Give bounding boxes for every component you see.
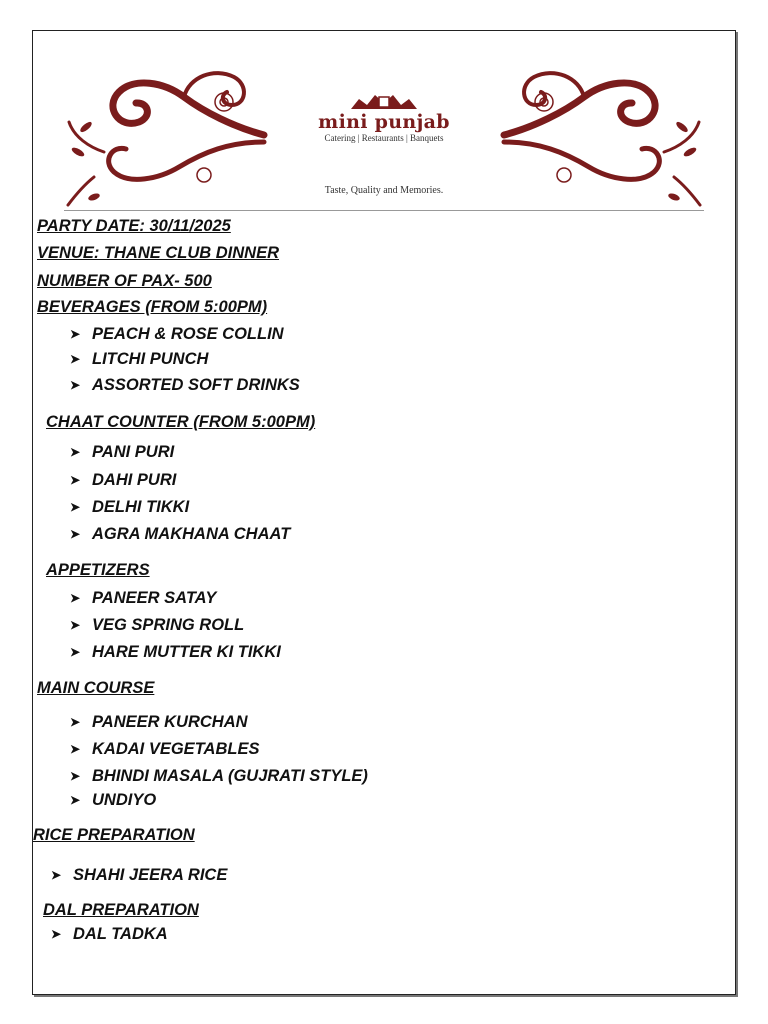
section-title-appetizers: APPETIZERS: [46, 561, 150, 579]
section-title-beverages: BEVERAGES (FROM 5:00PM): [37, 298, 268, 316]
list-item: ➤ PEACH & ROSE COLLIN: [70, 325, 284, 343]
section-title-chaat: CHAAT COUNTER (FROM 5:00PM): [46, 413, 316, 431]
arrowhead-bullet-icon: ➤: [70, 645, 81, 659]
arrowhead-bullet-icon: ➤: [51, 868, 62, 882]
swirl-ornament-left-icon: [64, 57, 274, 207]
list-item: ➤ DELHI TIKKI: [70, 498, 190, 516]
list-item: ➤ PANI PURI: [70, 443, 175, 461]
brand-tagline: Taste, Quality and Memories.: [324, 185, 444, 196]
crown-icon: [349, 93, 419, 111]
arrowhead-bullet-icon: ➤: [70, 327, 81, 341]
section-title-dal: DAL PREPARATION: [43, 901, 199, 919]
list-item: ➤ PANEER KURCHAN: [70, 713, 248, 731]
arrowhead-bullet-icon: ➤: [51, 927, 62, 941]
swirl-ornament-right-icon: [494, 57, 704, 207]
brand-name: mini punjab: [318, 111, 450, 133]
list-item: ➤ HARE MUTTER KI TIKKI: [70, 643, 281, 661]
arrowhead-bullet-icon: ➤: [70, 591, 81, 605]
arrowhead-bullet-icon: ➤: [70, 527, 81, 541]
number-of-pax: NUMBER OF PAX- 500: [37, 272, 212, 290]
arrowhead-bullet-icon: ➤: [70, 445, 81, 459]
logo-banner: [64, 57, 704, 211]
list-item: ➤ BHINDI MASALA (GUJRATI STYLE): [70, 767, 368, 785]
list-item: ➤ PANEER SATAY: [70, 589, 217, 607]
list-item: ➤ SHAHI JEERA RICE: [51, 866, 228, 884]
list-item: ➤ LITCHI PUNCH: [70, 350, 209, 368]
list-item: ➤ ASSORTED SOFT DRINKS: [70, 376, 300, 394]
venue: VENUE: THANE CLUB DINNER: [37, 244, 280, 262]
arrowhead-bullet-icon: ➤: [70, 715, 81, 729]
arrowhead-bullet-icon: ➤: [70, 793, 81, 807]
arrowhead-bullet-icon: ➤: [70, 473, 81, 487]
section-title-main-course: MAIN COURSE: [37, 679, 155, 697]
arrowhead-bullet-icon: ➤: [70, 378, 81, 392]
list-item: ➤ DAL TADKA: [51, 925, 168, 943]
arrowhead-bullet-icon: ➤: [70, 352, 81, 366]
arrowhead-bullet-icon: ➤: [70, 769, 81, 783]
brand-logo: [294, 93, 474, 143]
arrowhead-bullet-icon: ➤: [70, 500, 81, 514]
list-item: ➤ UNDIYO: [70, 791, 157, 809]
list-item: ➤ KADAI VEGETABLES: [70, 740, 260, 758]
arrowhead-bullet-icon: ➤: [70, 618, 81, 632]
arrowhead-bullet-icon: ➤: [70, 742, 81, 756]
party-date: PARTY DATE: 30/11/2025: [37, 217, 231, 235]
list-item: ➤ DAHI PURI: [70, 471, 177, 489]
list-item: ➤ VEG SPRING ROLL: [70, 616, 245, 634]
section-title-rice: RICE PREPARATION: [33, 826, 195, 844]
brand-subtitle: Catering | Restaurants | Banquets: [324, 133, 444, 143]
list-item: ➤ AGRA MAKHANA CHAAT: [70, 525, 291, 543]
